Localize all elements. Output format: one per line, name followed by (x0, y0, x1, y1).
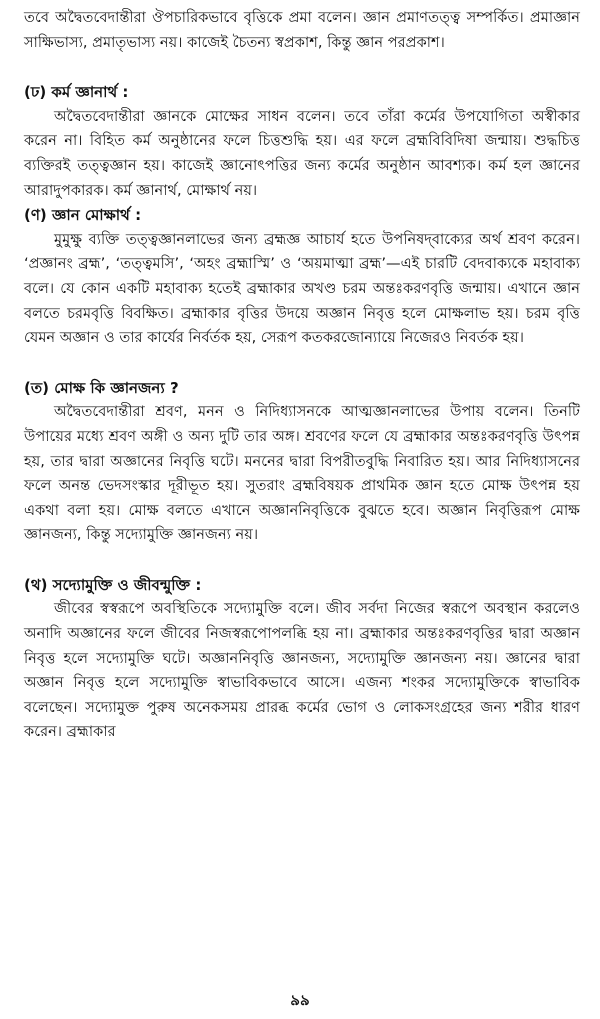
section-body-karma-jnanartha: অদ্বৈতবেদান্তীরা জ্ঞানকে মোক্ষের সাধন বলেন। তবে তাঁরা কর্মের উপযোগিতা অস্বীকার করেন না। বিহিত কর্ম অনুষ্ঠানের ফলে চিত্তশুদ্ধি হয়। এর ফলে ব্রহ্মবিবিদিষা জন্মায়। শুদ্ধচিত্ত ব্যক্তিরই তত্ত্বজ্ঞান হয়। কাজেই জ্ঞানোৎপত্তির জন্য কর্মের অনুষ্ঠান আবশ্যক। কর্ম হল জ্ঞানের আরাদুপকারক। কর্ম জ্ঞানার্থ, মোক্ষার্থ নয়। (24, 107, 580, 199)
section-body-moksha-jnanajanya: অদ্বৈতবেদান্তীরা শ্রবণ, মনন ও নিদিধ্যাসনকে আত্মজ্ঞানলাভের উপায় বলেন। তিনটি উপায়ের মধ্যে শ্রবণ অঙ্গী ও অন্য দুটি তার অঙ্গ। শ্রবণের ফলে যে ব্রহ্মাকার অন্তঃকরণবৃত্তি উৎপন্ন হয়, তার দ্বারা অজ্ঞানের নিবৃত্তি ঘটে। মননের দ্বারা বিপরীতবুদ্ধি নিবারিত হয়। আর নিদিধ্যাসনের ফলে অনন্ত ভেদসংস্কার দূরীভূত হয়। সুতরাং ব্রহ্মবিষয়ক প্রাথমিক জ্ঞান হতে মোক্ষ উৎপন্ন হয় একথা বলা হয়। মোক্ষ বলতে এখানে অজ্ঞাননিবৃত্তিকে বুঝতে হবে। অজ্ঞান নিবৃত্তিরূপ মোক্ষ জ্ঞানজন্য, কিন্তু সদ্যোমুক্তি জ্ঞানজন্য নয়। (24, 403, 580, 544)
page-content (24, 6, 580, 745)
intro-paragraph: তবে অদ্বৈতবেদান্তীরা ঔপচারিকভাবে বৃত্তিকে প্রমা বলেন। জ্ঞান প্রমাণতত্ত্ব সম্পর্কিত। প্রমাজ্ঞান সাক্ষিভাস্য, প্রমাতৃভাস্য নয়। কাজেই চৈতন্য স্বপ্রকাশ, কিন্তু জ্ঞান পরপ্রকাশ। (24, 9, 580, 51)
section-heading-karma-jnanartha: (ঢ) কর্ম জ্ঞানার্থ : (24, 83, 129, 102)
page-number: ৯৯ (290, 991, 310, 1009)
section-heading-moksha-jnanajanya: (ত) মোক্ষ কি জ্ঞানজন্য ? (24, 378, 179, 397)
section-body-jnana-mokshartha: মুমুক্ষু ব্যক্তি তত্ত্বজ্ঞানলাভের জন্য ব্রহ্মজ্ঞ আচার্য হতে উপনিষদ্‌বাক্যের অর্থ শ্রবণ করেন। ‘প্রজ্ঞানং ব্রহ্ম’, ‘তত্ত্বমসি’, ‘অহং ব্রহ্মাস্মি’ ও ‘অয়মাত্মা ব্রহ্ম’—এই চারটি বেদবাক্যকে মহাবাক্য বলে। যে কোন একটি মহাবাক্য হতেই ব্রহ্মাকার অখণ্ড চরম অন্তঃকরণবৃত্তি জন্মায়। এখানে জ্ঞান বলতে চরমবৃত্তি বিবক্ষিত। ব্রহ্মাকার বৃত্তির উদয়ে অজ্ঞান নিবৃত্ত হলে মোক্ষলাভ হয়। চরম বৃত্তি যেমন অজ্ঞান ও তার কার্যের নির্বর্তক হয়, সেরূপ কতকরজোন্যায়ে নিজেরও নিবর্তক হয়। (24, 230, 580, 347)
section-heading-sadyomukti-jivanmukti: (থ) সদ্যোমুক্তি ও জীবন্মুক্তি : (24, 575, 202, 594)
section-body-sadyomukti-jivanmukti: জীবের স্বস্বরূপে অবস্থিতিকে সদ্যোমুক্তি বলে। জীব সর্বদা নিজের স্বরূপে অবস্থান করলেও অনাদি অজ্ঞানের ফলে জীবের নিজস্বরূপোপলব্ধি হয় না। ব্রহ্মাকার অন্তঃকরণবৃত্তির দ্বারা অজ্ঞান নিবৃত্ত হলে সদ্যোমুক্তি ঘটে। অজ্ঞাননিবৃত্তি জ্ঞানজন্য, সদ্যোমুক্তি জ্ঞানজন্য নয়। জ্ঞানের দ্বারা অজ্ঞান নিবৃত্ত হলে সদ্যোমুক্তি স্বাভাবিকভাবে আসে। এজন্য শংকর সদ্যোমুক্তিকে স্বাভাবিক বলেছেন। সদ্যোমুক্ত পুরুষ অনেকসময় প্রারব্ধ কর্মের ভোগ ও লোকসংগ্রহের জন্য শরীর ধারণ করেন। ব্রহ্মাকার (24, 600, 580, 741)
section-heading-jnana-mokshartha: (ণ) জ্ঞান মোক্ষার্থ : (24, 206, 142, 225)
